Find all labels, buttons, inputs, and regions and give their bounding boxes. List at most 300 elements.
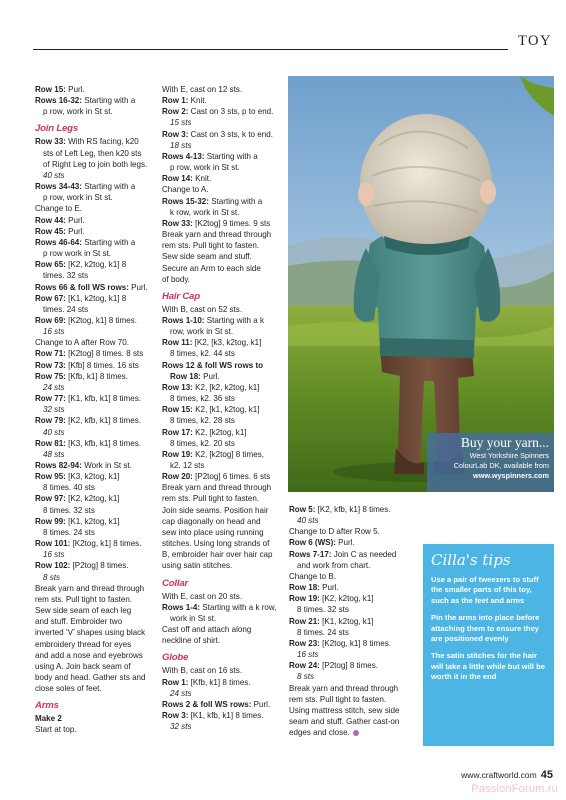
instruction-text: sew into place using running xyxy=(162,527,264,537)
instruction-line xyxy=(162,263,280,274)
instruction-text: 24 sts xyxy=(43,382,65,392)
row-label: Rows 12 & foll WS rows to xyxy=(162,360,264,370)
row-label: Row 14: xyxy=(162,174,193,184)
instruction-line xyxy=(289,604,416,615)
instruction-text: Purl. xyxy=(200,371,220,381)
instruction-line xyxy=(162,613,280,624)
instruction-text: [Kfb] 8 times. 16 sts xyxy=(65,360,139,370)
instruction-line xyxy=(35,315,151,326)
instruction-line xyxy=(162,162,280,173)
instruction-line xyxy=(162,218,280,229)
end-bullet-icon xyxy=(353,730,359,736)
instruction-text: [K3, kfb, k1] 8 times. xyxy=(65,438,141,448)
instruction-line xyxy=(35,449,151,460)
instruction-line xyxy=(35,226,151,237)
tip-2: Pin the arms into place before attaching them to ensure they are positioned evenly xyxy=(431,613,540,644)
instruction-text: [K1, kfb, k1] 8 times. xyxy=(188,710,264,720)
column-2 xyxy=(162,84,280,732)
instruction-text: K2, [k1, k2tog, k1] xyxy=(192,405,260,415)
row-label: Row 102: xyxy=(35,561,71,571)
footer-site[interactable]: www.craftworld.com xyxy=(461,770,537,780)
instruction-line xyxy=(162,151,280,162)
row-label: Row 21: xyxy=(289,616,320,626)
instruction-text: 8 times, k2. 28 sts xyxy=(170,416,235,426)
instruction-line xyxy=(35,360,151,371)
footer xyxy=(461,769,553,781)
instruction-text: stitches. Using long strands of xyxy=(162,539,270,549)
instruction-text: [K1, kfb, k1] 8 times. xyxy=(65,394,141,404)
instruction-line xyxy=(35,713,151,724)
instruction-line xyxy=(35,616,151,627)
instruction-text: 18 sts xyxy=(170,140,192,150)
instruction-line xyxy=(35,270,151,281)
instruction-text: Starting with a xyxy=(204,151,258,161)
row-label: Row 71: xyxy=(35,349,66,359)
instruction-text: Purl. xyxy=(65,85,85,94)
instruction-line xyxy=(35,136,151,147)
instruction-text: [Kfb, k1] 8 times. xyxy=(188,677,251,687)
instruction-line xyxy=(35,650,151,661)
row-label: Row 3: xyxy=(162,710,189,720)
row-label: Row 44: xyxy=(35,215,66,225)
instruction-text: rem sts. Pull tight to fasten. xyxy=(35,594,133,604)
instruction-line xyxy=(35,572,151,583)
instruction-line xyxy=(35,159,151,170)
instruction-text: Start at top. xyxy=(35,725,77,735)
instruction-text: Work in St st. xyxy=(81,461,132,470)
instruction-line xyxy=(35,516,151,527)
instruction-text: of Right Leg to join both legs. xyxy=(43,159,148,169)
instruction-line xyxy=(162,393,280,404)
instruction-line xyxy=(289,627,416,638)
instruction-text: and stuff. Embroider two xyxy=(35,617,123,627)
instruction-text: [K1, k2tog, k1] 8 xyxy=(65,293,127,303)
instruction-line xyxy=(162,427,280,438)
instruction-line xyxy=(289,549,416,560)
instruction-text: p row work in St st. xyxy=(43,249,111,259)
instruction-text: With B, cast on 16 sts. xyxy=(162,666,243,676)
row-label: Rows 66 & foll WS rows: xyxy=(35,282,129,292)
instruction-text: 15 sts xyxy=(170,118,192,128)
row-label: Row 24: xyxy=(289,661,320,671)
instruction-text: times. 24 sts xyxy=(43,304,89,314)
buy-yarn-title: Buy your yarn... xyxy=(460,435,549,450)
row-label: Row 6 (WS): xyxy=(289,538,336,548)
row-label: Rows 7-17: xyxy=(289,549,332,559)
toy-photo xyxy=(288,76,554,492)
instruction-line xyxy=(289,560,416,571)
instruction-text: K2, [k2, k2tog, k1] xyxy=(192,382,260,392)
row-label: Rows 46-64: xyxy=(35,237,82,247)
instruction-text: 32 sts xyxy=(43,405,65,415)
row-label: Row 67: xyxy=(35,293,66,303)
instruction-line xyxy=(35,192,151,203)
instruction-text: and work from chart. xyxy=(297,560,371,570)
instruction-text: 8 sts xyxy=(297,672,314,682)
tips-box xyxy=(423,544,554,746)
instruction-text: Starting with a xyxy=(208,196,263,206)
instruction-line xyxy=(289,694,416,705)
instruction-text: cap diagonally on head and xyxy=(162,516,261,526)
instruction-text: sts of Left Leg, then k20 sts xyxy=(43,148,142,158)
buy-yarn-line-2: ColourLab DK, available from xyxy=(453,461,549,470)
instruction-line xyxy=(162,505,280,516)
instruction-line xyxy=(35,348,151,359)
instruction-text: p row, work in St st. xyxy=(170,163,240,173)
instruction-text: p row, work in St st. xyxy=(43,193,113,203)
instruction-line xyxy=(35,594,151,605)
instruction-text: [K2, k2tog, k1] xyxy=(65,494,120,504)
instruction-line xyxy=(162,184,280,195)
instruction-text: 48 sts xyxy=(43,449,65,459)
instruction-text: Starting with a k row, xyxy=(200,602,277,612)
instruction-text: 8 times. 24 sts xyxy=(43,527,95,537)
instruction-line xyxy=(162,449,280,460)
row-label: Row 95: xyxy=(35,472,66,482)
instruction-line xyxy=(162,482,280,493)
instruction-text: Change to E. xyxy=(35,204,82,214)
row-label: Row 33: xyxy=(35,137,66,147)
instruction-text: [K2tog] 8 times. 8 sts xyxy=(65,349,144,359)
instruction-text: Change to D after Row 5. xyxy=(289,527,380,537)
section-heading: Join Legs xyxy=(35,123,78,135)
tips-title: Cilla's tips xyxy=(431,551,511,569)
row-label: Row 45: xyxy=(35,226,66,236)
watermark: PassionForum.ru xyxy=(471,783,558,795)
instruction-text: [K2tog, k1] 8 times. xyxy=(70,539,142,549)
instruction-line xyxy=(162,196,280,207)
instruction-line xyxy=(35,438,151,449)
instruction-text: Cast off and attach along xyxy=(162,625,252,635)
instruction-line xyxy=(289,537,416,548)
row-label: Row 19: xyxy=(162,449,193,459)
instruction-line xyxy=(35,560,151,571)
instruction-text: p row, work in St st. xyxy=(43,107,113,117)
tip-3: The satin stitches for the hair will take a little while but will be worth it in the end xyxy=(431,651,545,682)
instruction-text: Purl. xyxy=(128,282,148,292)
instruction-line xyxy=(162,560,280,571)
instruction-line xyxy=(35,371,151,382)
instruction-text: [K2, k2tog, k1] xyxy=(319,594,374,604)
instruction-line xyxy=(35,415,151,426)
instruction-text: Break yarn and thread through xyxy=(162,483,272,493)
instruction-line xyxy=(162,591,280,602)
instruction-text: With B, cast on 52 sts. xyxy=(162,304,243,314)
instruction-line xyxy=(289,705,416,716)
instruction-text: close soles of feet. xyxy=(35,684,102,694)
instruction-text: 8 times. 32 sts xyxy=(297,605,349,615)
row-label: Make 2 xyxy=(35,714,62,724)
instruction-text: 16 sts xyxy=(43,550,65,560)
instruction-text: [K2tog] 9 times. 9 sts xyxy=(192,218,271,228)
instruction-line xyxy=(35,84,151,95)
instruction-line xyxy=(162,699,280,710)
instruction-text: 8 times, k2. 44 sts xyxy=(170,349,235,359)
instruction-text: 8 times. 32 sts xyxy=(43,505,95,515)
instruction-line xyxy=(289,515,416,526)
instruction-text: Starting with a xyxy=(81,182,136,192)
instruction-line xyxy=(162,117,280,128)
instruction-line xyxy=(35,382,151,393)
instruction-line xyxy=(162,538,280,549)
row-label: Row 77: xyxy=(35,394,66,404)
instruction-text: [P2tog] 8 times. xyxy=(319,661,379,671)
row-label: Row 33: xyxy=(162,218,193,228)
instruction-line xyxy=(162,471,280,482)
row-label: Rows 1-4: xyxy=(162,602,201,612)
instruction-text: rem sts. Pull tight to fasten. xyxy=(162,494,260,504)
instruction-line xyxy=(289,582,416,593)
instruction-line xyxy=(162,721,280,732)
instruction-line xyxy=(35,538,151,549)
instruction-text: [K2, [k3, k2tog, k1] xyxy=(192,338,262,348)
instruction-text: rem sts. Pull tight to fasten. xyxy=(289,694,387,704)
instruction-line xyxy=(162,516,280,527)
instruction-line xyxy=(162,710,280,721)
instruction-text: Break yarn and thread through xyxy=(35,583,145,593)
column-1 xyxy=(35,84,151,736)
row-label: Rows 4-13: xyxy=(162,151,205,161)
instruction-line xyxy=(162,371,280,382)
row-label: Rows 34-43: xyxy=(35,182,82,192)
instruction-line xyxy=(162,415,280,426)
instruction-text: Cast on 3 sts, k to end. xyxy=(188,129,273,139)
row-label: Row 79: xyxy=(35,416,66,426)
instruction-text: Join side seams. Position hair xyxy=(162,505,269,515)
instruction-text: Join C as needed xyxy=(331,549,397,559)
instruction-line xyxy=(289,526,416,537)
instruction-text: Starting with a k xyxy=(204,315,264,325)
column-3 xyxy=(289,504,416,738)
instruction-text: and add a nose and eyebrows xyxy=(35,650,143,660)
instruction-line xyxy=(162,140,280,151)
instruction-line xyxy=(35,471,151,482)
instruction-text: inverted ‘V’ shapes using black xyxy=(35,628,146,638)
instruction-text: Starting with a xyxy=(81,96,136,106)
row-label: Row 15: xyxy=(35,85,66,94)
row-label: Row 17: xyxy=(162,427,193,437)
instruction-line xyxy=(35,95,151,106)
instruction-text: 8 times. 24 sts xyxy=(297,627,349,637)
row-label: Rows 1-10: xyxy=(162,315,205,325)
row-label: Row 73: xyxy=(35,360,66,370)
row-label: Row 18: xyxy=(289,583,320,593)
row-label: Row 97: xyxy=(35,494,66,504)
instruction-text: [K3, k2tog, k1] xyxy=(65,472,120,482)
instruction-line xyxy=(35,672,151,683)
instruction-line xyxy=(289,649,416,660)
instruction-text: Break yarn and thread through xyxy=(289,683,399,693)
row-label: Row 69: xyxy=(35,315,66,325)
section-heading: Collar xyxy=(162,577,188,589)
instruction-text: [K2, k2tog, k1] 8 xyxy=(65,260,127,270)
instruction-text: K2, [k2tog, k1] xyxy=(192,427,247,437)
header-rule xyxy=(33,49,554,50)
row-label: Rows 2 & foll WS rows: xyxy=(162,699,252,709)
instruction-text: B, embroider hair over hair cap xyxy=(162,550,273,560)
row-label: Row 81: xyxy=(35,438,66,448)
instruction-line xyxy=(35,460,151,471)
row-label: Row 13: xyxy=(162,382,193,392)
instruction-line xyxy=(162,274,280,285)
instruction-line xyxy=(162,348,280,359)
instruction-line xyxy=(35,293,151,304)
instruction-line xyxy=(35,482,151,493)
instruction-line xyxy=(162,460,280,471)
instruction-line xyxy=(162,360,280,371)
instruction-line xyxy=(289,716,416,727)
instruction-text: 16 sts xyxy=(297,650,319,660)
row-label: Row 18: xyxy=(170,371,201,381)
instruction-line xyxy=(289,638,416,649)
instruction-text: Purl. xyxy=(65,215,85,225)
instruction-line xyxy=(162,129,280,140)
instruction-text: [P2tog] 6 times. 6 sts xyxy=(192,472,271,482)
instruction-text: Sew side seam of each leg xyxy=(35,606,132,616)
instruction-line xyxy=(162,677,280,688)
instruction-text: Break yarn and thread through xyxy=(162,230,272,240)
instruction-text: [K2tog, k1] 8 times. xyxy=(319,638,391,648)
instruction-text: Purl. xyxy=(335,538,355,548)
instruction-line xyxy=(162,304,280,315)
page-number: 45 xyxy=(540,769,553,781)
section-heading: Arms xyxy=(35,700,59,712)
row-label: Row 5: xyxy=(289,505,316,514)
instruction-line xyxy=(35,605,151,616)
instruction-text: 40 sts xyxy=(43,170,65,180)
instruction-text: edges and close. xyxy=(289,728,350,738)
instruction-text: neckline of shirt. xyxy=(162,636,221,646)
instruction-text: 24 sts xyxy=(170,688,192,698)
instruction-line xyxy=(162,527,280,538)
tip-1: Use a pair of tweezers to stuff the smaller parts of this toy, such as the feet and arms xyxy=(431,575,539,605)
row-label: Row 101: xyxy=(35,539,71,549)
row-label: Row 1: xyxy=(162,677,189,687)
instruction-text: 8 times, k2. 20 sts xyxy=(170,438,235,448)
instruction-line xyxy=(35,639,151,650)
instruction-line xyxy=(35,627,151,638)
instruction-line xyxy=(162,207,280,218)
instruction-line xyxy=(35,549,151,560)
row-label: Row 1: xyxy=(162,96,189,106)
instruction-text: With E, cast on 20 sts. xyxy=(162,591,243,601)
instruction-line xyxy=(35,683,151,694)
instruction-line xyxy=(162,84,280,95)
row-label: Row 2: xyxy=(162,107,189,117)
instruction-line xyxy=(35,527,151,538)
instruction-line xyxy=(35,148,151,159)
instruction-text: 40 sts xyxy=(43,427,65,437)
instruction-text: 8 sts xyxy=(43,572,60,582)
instruction-line xyxy=(35,493,151,504)
instruction-text: Purl. xyxy=(251,699,271,709)
instruction-line xyxy=(162,315,280,326)
instruction-text: [Kfb, k1] 8 times. xyxy=(65,371,129,381)
instruction-line xyxy=(35,237,151,248)
row-label: Row 11: xyxy=(162,338,193,348)
instruction-line xyxy=(35,724,151,735)
buy-yarn-url[interactable]: www.wyspinners.com xyxy=(473,471,549,480)
instruction-line xyxy=(289,727,416,738)
instruction-text: [K2, kfb, k1] 8 times. xyxy=(65,416,141,426)
instruction-text: With E, cast on 12 sts. xyxy=(162,85,243,94)
instruction-line xyxy=(35,404,151,415)
instruction-text: Starting with a xyxy=(81,237,136,247)
instruction-text: Knit. xyxy=(192,174,212,184)
instruction-text: [P2tog] 8 times. xyxy=(70,561,129,571)
instruction-text: 32 sts xyxy=(170,722,192,732)
instruction-text: [K2, kfb, k1] 8 times. xyxy=(315,505,391,514)
instruction-line xyxy=(162,106,280,117)
row-label: Row 65: xyxy=(35,260,66,270)
instruction-line xyxy=(289,660,416,671)
instruction-text: using A. Join back seam of xyxy=(35,661,131,671)
instruction-text: Using mattress stitch, sew side xyxy=(289,705,400,715)
instruction-line xyxy=(162,337,280,348)
instruction-text: using satin stitches. xyxy=(162,561,233,571)
instruction-line xyxy=(289,671,416,682)
instruction-line xyxy=(162,635,280,646)
instruction-text: Change to A. xyxy=(162,185,209,195)
instruction-text: k row, work in St st. xyxy=(170,207,240,217)
instruction-text: times. 32 sts xyxy=(43,271,89,281)
instruction-line xyxy=(162,240,280,251)
instruction-text: rem sts. Pull tight to fasten. xyxy=(162,241,260,251)
instruction-text: k2. 12 sts xyxy=(170,461,205,470)
instruction-line xyxy=(35,203,151,214)
instruction-text: [K1, k2tog, k1] xyxy=(65,516,120,526)
instruction-line xyxy=(162,602,280,613)
instruction-text: Change to A after Row 70. xyxy=(35,338,129,348)
row-label: Row 23: xyxy=(289,638,320,648)
row-label: Row 20: xyxy=(162,472,193,482)
row-label: Row 15: xyxy=(162,405,193,415)
row-label: Row 19: xyxy=(289,594,320,604)
instruction-line xyxy=(162,665,280,676)
instruction-text: Secure an Arm to each side xyxy=(162,263,261,273)
instruction-text: [K2tog, k1] 8 times. xyxy=(65,315,137,325)
instruction-line xyxy=(35,393,151,404)
instruction-line xyxy=(289,683,416,694)
instruction-text: With RS facing, k20 xyxy=(65,137,139,147)
instruction-line xyxy=(35,304,151,315)
instruction-line xyxy=(289,593,416,604)
instruction-text: embroidery thread for eyes xyxy=(35,639,132,649)
instruction-line xyxy=(35,583,151,594)
instruction-text: Purl. xyxy=(65,226,85,236)
instruction-text: Cast on 3 sts, p to end. xyxy=(188,107,274,117)
instruction-text: 16 sts xyxy=(43,327,65,337)
instruction-text: work in St st. xyxy=(170,613,217,623)
instruction-line xyxy=(162,251,280,262)
instruction-line xyxy=(35,337,151,348)
row-label: Row 3: xyxy=(162,129,189,139)
instruction-text: Purl. xyxy=(319,583,339,593)
instruction-line xyxy=(162,382,280,393)
instruction-text: 8 times, k2. 36 sts xyxy=(170,394,235,404)
instruction-text: Change to B. xyxy=(289,571,336,581)
instruction-text: Sew side seam and stuff. xyxy=(162,252,252,262)
instruction-text: row, work in St st. xyxy=(170,327,234,337)
instruction-text: of body. xyxy=(162,274,191,284)
instruction-line xyxy=(35,661,151,672)
section-heading: Hair Cap xyxy=(162,290,200,302)
instruction-line xyxy=(162,624,280,635)
row-label: Rows 15-32: xyxy=(162,196,209,206)
section-heading: Globe xyxy=(162,652,189,664)
row-label: Rows 82-94: xyxy=(35,461,82,470)
instruction-text: 8 times. 40 sts xyxy=(43,483,95,493)
